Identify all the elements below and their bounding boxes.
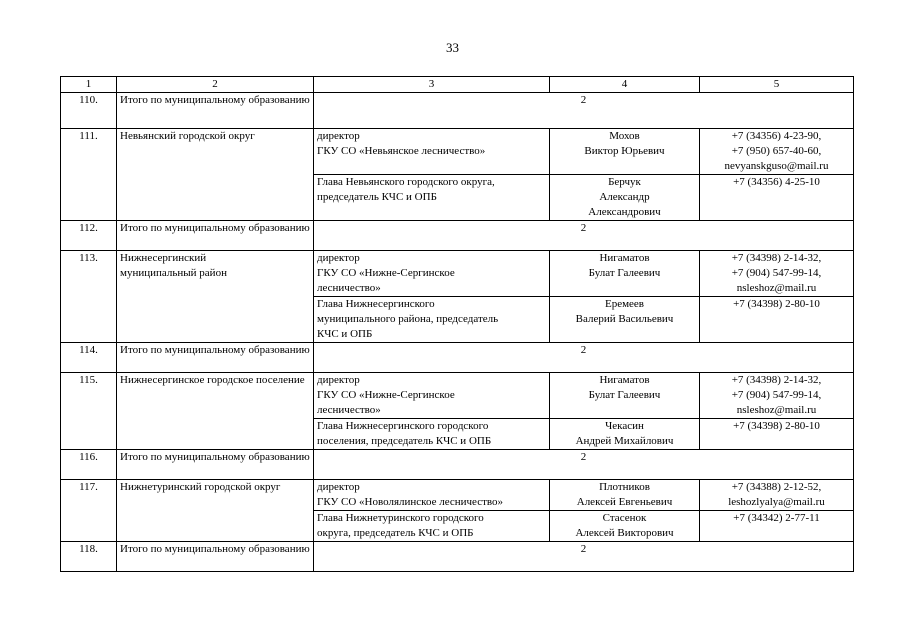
position-cell: Глава Невьянского городского округа, председатель КЧС и ОПБ [314,175,550,221]
person-name-cell: Плотников Алексей Евгеньевич [550,480,700,511]
row-number: 116. [61,450,117,480]
row-number: 118. [61,542,117,572]
header-cell: 2 [117,77,314,93]
contacts-table [60,76,854,572]
contacts-cell: +7 (34398) 2-14-32, +7 (904) 547-99-14, nsleshoz@mail.ru [700,251,854,297]
person-name-cell: Еремеев Валерий Васильевич [550,297,700,343]
header-cell: 4 [550,77,700,93]
row-number: 110. [61,93,117,129]
table-row [61,480,854,511]
total-cell: 2 [314,343,854,373]
municipality-cell: Итого по муниципальному образованию [117,221,314,251]
person-name-cell: Стасенок Алексей Викторович [550,511,700,542]
row-number: 112. [61,221,117,251]
row-number: 111. [61,129,117,221]
position-cell: директор ГКУ СО «Новолялинское лесничество» [314,480,550,511]
contacts-cell: +7 (34398) 2-80-10 [700,297,854,343]
position-cell: Глава Нижнесергинского муниципального района, председатель КЧС и ОПБ [314,297,550,343]
contacts-cell: +7 (34356) 4-25-10 [700,175,854,221]
table-row [61,373,854,419]
row-number: 117. [61,480,117,542]
contacts-cell: +7 (34342) 2-77-11 [700,511,854,542]
municipality-cell: Нижнесергинский муниципальный район [117,251,314,343]
table-row [61,251,854,297]
person-name-cell: Нигаматов Булат Галеевич [550,373,700,419]
row-number: 114. [61,343,117,373]
header-cell: 3 [314,77,550,93]
municipality-cell: Невьянский городской округ [117,129,314,221]
header-cell: 1 [61,77,117,93]
contacts-cell: +7 (34398) 2-80-10 [700,419,854,450]
table-row [61,93,854,129]
person-name-cell: Чекасин Андрей Михайлович [550,419,700,450]
page-number: 33 [446,40,459,55]
header-cell: 5 [700,77,854,93]
position-cell: директор ГКУ СО «Невьянское лесничество» [314,129,550,175]
position-cell: директор ГКУ СО «Нижне-Сергинское лесничество» [314,373,550,419]
person-name-cell: Берчук Александр Александрович [550,175,700,221]
table-row [61,542,854,572]
header-row [61,77,854,93]
municipality-cell: Итого по муниципальному образованию [117,450,314,480]
position-cell: Глава Нижнесергинского городского поселения, председатель КЧС и ОПБ [314,419,550,450]
municipality-cell: Нижнетуринский городской округ [117,480,314,542]
contacts-cell: +7 (34398) 2-14-32, +7 (904) 547-99-14, nsleshoz@mail.ru [700,373,854,419]
total-cell: 2 [314,450,854,480]
contacts-cell: +7 (34356) 4-23-90, +7 (950) 657-40-60, nevyanskguso@mail.ru [700,129,854,175]
person-name-cell: Нигаматов Булат Галеевич [550,251,700,297]
total-cell: 2 [314,93,854,129]
municipality-cell: Итого по муниципальному образованию [117,542,314,572]
municipality-cell: Нижнесергинское городское поселение [117,373,314,450]
table-row [61,343,854,373]
position-cell: Глава Нижнетуринского городского округа, председатель КЧС и ОПБ [314,511,550,542]
table-row [61,221,854,251]
row-number: 113. [61,251,117,343]
person-name-cell: Мохов Виктор Юрьевич [550,129,700,175]
total-cell: 2 [314,542,854,572]
row-number: 115. [61,373,117,450]
municipality-cell: Итого по муниципальному образованию [117,343,314,373]
municipality-cell: Итого по муниципальному образованию [117,93,314,129]
table-row [61,450,854,480]
contacts-cell: +7 (34388) 2-12-52, leshozlyalya@mail.ru [700,480,854,511]
total-cell: 2 [314,221,854,251]
position-cell: директор ГКУ СО «Нижне-Сергинское лесничество» [314,251,550,297]
table-row [61,129,854,175]
